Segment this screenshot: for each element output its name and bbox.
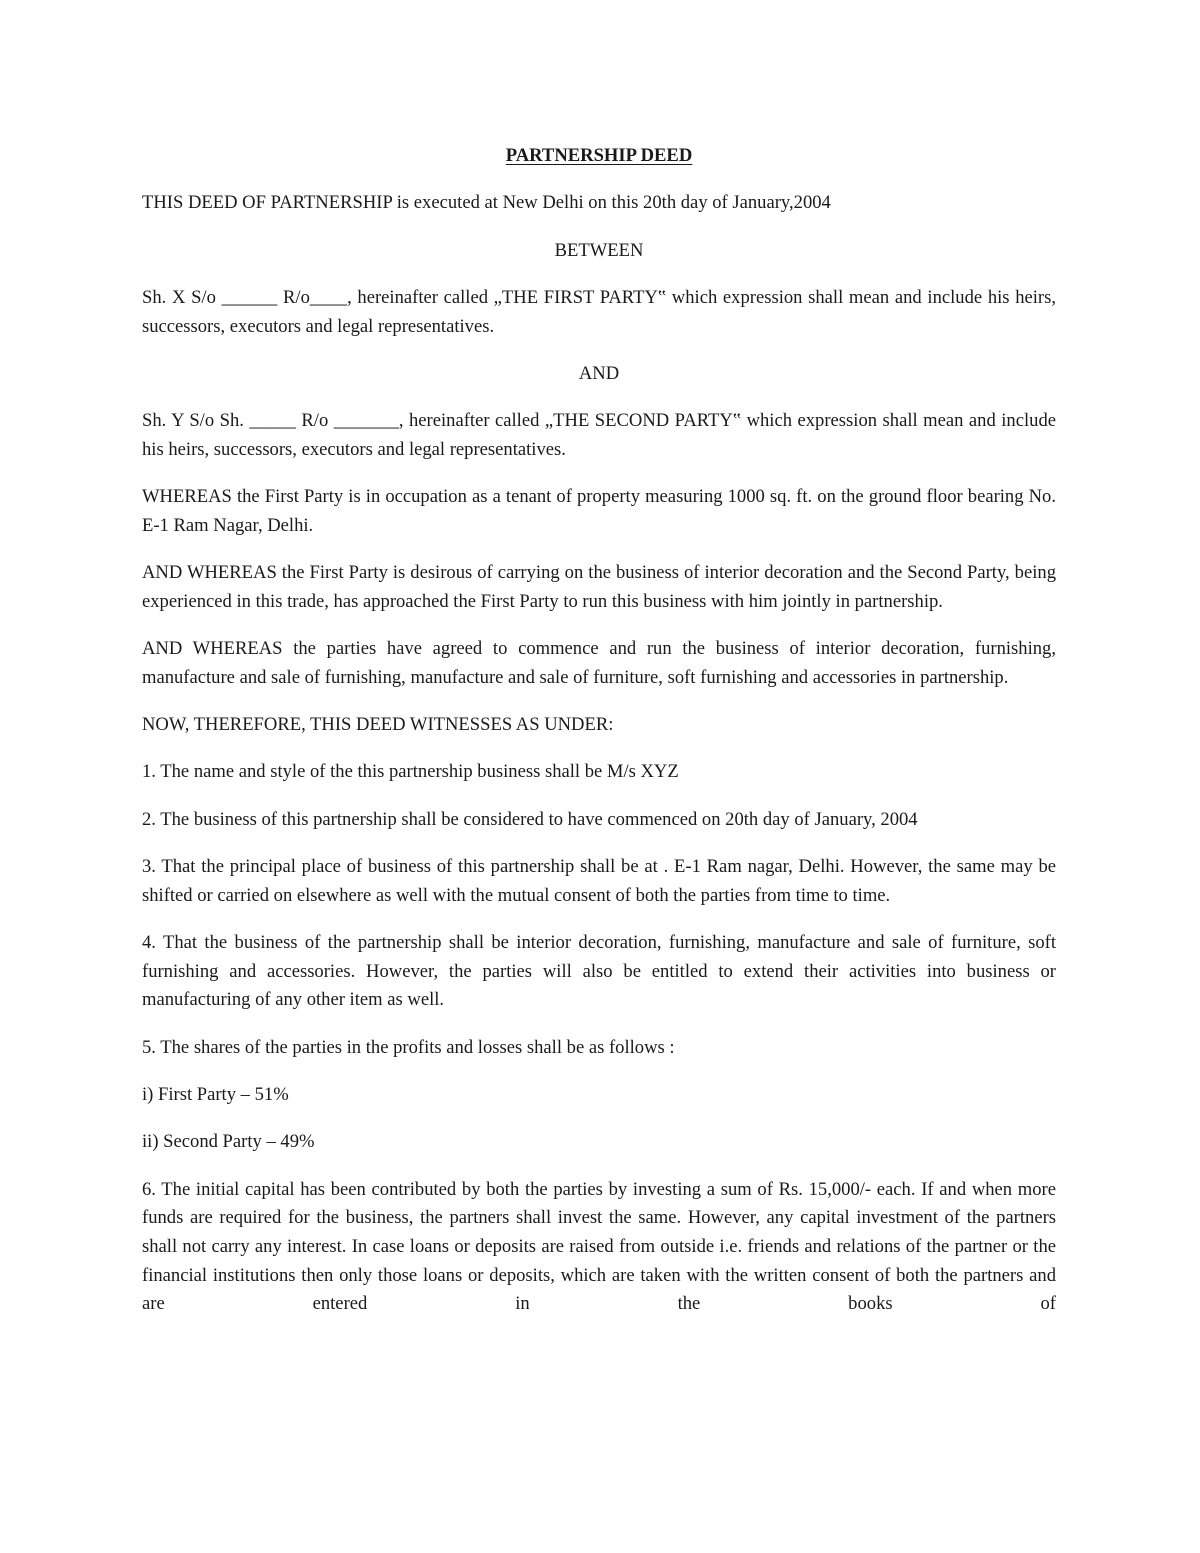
- whereas-paragraph-3: AND WHEREAS the parties have agreed to commence and run the business of interior decoration, furnishing, manufacture and sale of furnishing, manufacture and sale of furniture, soft furnishing and accessories in partnership.: [142, 638, 1056, 688]
- document-title: PARTNERSHIP DEED: [505, 145, 693, 166]
- clause-5: 5. The shares of the parties in the profits and losses shall be as follows :: [142, 1036, 675, 1058]
- whereas-paragraph-1: WHEREAS the First Party is in occupation as a tenant of property measuring 1000 sq. ft. on the ground floor bearing No. E-1 Ram Nagar, Delhi.: [142, 486, 1056, 536]
- witnesses-heading: NOW, THEREFORE, THIS DEED WITNESSES AS UNDER:: [142, 714, 614, 736]
- share-first-party: i) First Party – 51%: [142, 1084, 289, 1106]
- share-second-party: ii) Second Party – 49%: [142, 1131, 315, 1153]
- whereas-paragraph-2: AND WHEREAS the First Party is desirous of carrying on the business of interior decoration and the Second Party, being experienced in this trade, has approached the First Party to run this business with him jointly in partnership.: [142, 562, 1056, 612]
- second-party-paragraph: Sh. Y S/o Sh. _____ R/o _______, hereinafter called „THE SECOND PARTY‟ which expression shall mean and include his heirs, successors, executors and legal representatives.: [142, 410, 1056, 460]
- clause-1: 1. The name and style of the this partnership business shall be M/s XYZ: [142, 761, 679, 783]
- first-party-paragraph: Sh. X S/o ______ R/o____, hereinafter called „THE FIRST PARTY‟ which expression shall mean and include his heirs, successors, executors and legal representatives.: [142, 286, 1056, 337]
- document-page: [142, 142, 1056, 1338]
- clause-2: 2. The business of this partnership shall be considered to have commenced on 20th day of January, 2004: [142, 808, 918, 830]
- clause-3: 3. That the principal place of business of this partnership shall be at . E-1 Ram nagar, Delhi. However, the same may be shifted or carried on elsewhere as well with the mutual consent of both the parties from time to time.: [142, 856, 1056, 906]
- intro-paragraph: THIS DEED OF PARTNERSHIP is executed at New Delhi on this 20th day of January,2004: [142, 192, 831, 214]
- clause-6: 6. The initial capital has been contributed by both the parties by investing a sum of Rs. 15,000/- each. If and when more funds are required for the business, the partners shall invest the same. However, any capital investment of the partners shall not carry any interest. In case loans or deposits are raised from outside i.e. friends and relations of the partner or the financial institutions then only those loans or deposits, which are taken with the written consent of both the partners and are entered in the books of: [142, 1178, 1056, 1315]
- clause-4: 4. That the business of the partnership shall be interior decoration, furnishing, manufacture and sale of furniture, soft furnishing and accessories. However, the parties will also be entitled to extend their activities into business or manufacturing of any other item as well.: [142, 932, 1056, 1011]
- and-heading: AND: [578, 362, 620, 384]
- between-heading: BETWEEN: [554, 239, 644, 261]
